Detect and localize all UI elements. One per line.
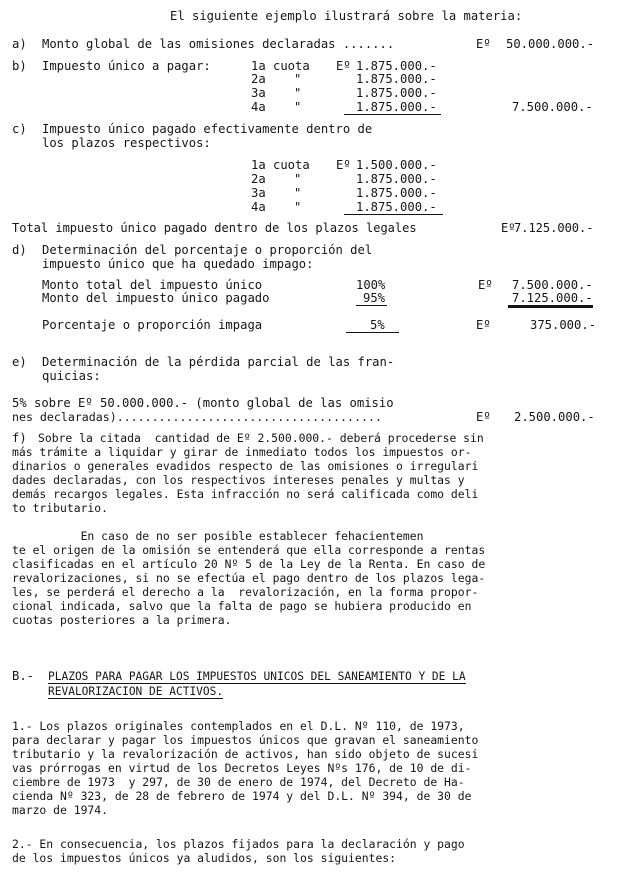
item-d-row-1-pct: 100% (356, 278, 386, 292)
item-d-line-2: impuesto único que ha quedado impago: (42, 257, 314, 271)
item-d-row-1-currency: Eº (478, 278, 493, 292)
item-b-quota-1-name: 1a cuota (251, 59, 310, 73)
item-b-quota-3-ditto: " (294, 86, 302, 100)
item-d-row-3-currency: Eº (476, 318, 491, 332)
item-c-quota-2-amount: 1.875.000.- (356, 172, 437, 186)
paragraph-line-7: cuotas posteriores a la primera. (12, 613, 232, 627)
item-d-row-3-amount: 375.000.- (530, 318, 597, 332)
item-d-label: d) (12, 243, 27, 257)
intro-text: El siguiente ejemplo ilustrará sobre la materia: (170, 9, 523, 23)
item-b-quota-4-name: 4a (251, 100, 266, 114)
item-b-quota-4-amount: 1.875.000.- (344, 101, 441, 115)
item-b-quota-2-ditto: " (294, 72, 302, 86)
item-b-label: b) (12, 59, 27, 73)
item-1-line-7: marzo de 1974. (12, 803, 109, 817)
item-e-label: e) (12, 355, 27, 369)
item-c-quota-2-ditto: " (294, 172, 302, 186)
item-b-quota-3-name: 3a (251, 86, 266, 100)
item-b-quota-2-name: 2a (251, 72, 266, 86)
item-d-row-3-text: Porcentaje o proporción impaga (42, 318, 263, 332)
total-paid-amount: 7.125.000.- (514, 221, 594, 235)
item-c-quota-1-name: 1a cuota (251, 158, 310, 172)
item-c-quota-2-name: 2a (251, 172, 266, 186)
item-a-currency: Eº (476, 37, 491, 51)
item-f-line-6: to tributario. (12, 501, 109, 515)
paragraph-line-2: te el origen de la omisión se entenderá que ella corresponde a rentas (12, 543, 486, 557)
item-a-label: a) (12, 37, 27, 51)
section-b-label: B.- (12, 669, 35, 683)
item-f-label: f) (12, 431, 27, 445)
paragraph-line-5: les, se perderá el derecho a la revalorización, en la forma propor- (12, 585, 479, 599)
paragraph-line-6: cional indicada, salvo que la falta de pago se hubiera producido en (12, 599, 472, 613)
item-c-quota-3-name: 3a (251, 186, 266, 200)
paragraph-line-3: clasificadas en el artículo 20 Nº 5 de la Ley de la Renta. En caso de (12, 557, 486, 571)
item-1-line-4: vas prórrogas en virtud de los Decretos Leyes Nºs 176, de 10 de di- (12, 761, 472, 775)
item-1-line-6: cienda Nº 323, de 28 de febrero de 1974 y del D.L. Nº 394, de 30 de (12, 789, 472, 803)
item-f-line-3: dinarios o generales evadidos respecto de las omisiones o irregulari (12, 459, 479, 473)
total-paid-text: Total impuesto único pagado dentro de los plazos legales (12, 221, 417, 235)
item-d-row-2-pct: 95% (356, 292, 387, 306)
item-d-row-1-text: Monto total del impuesto único (42, 278, 263, 292)
item-f-line-1: Sobre la citada cantidad de Eº 2.500.000.- deberá procederse sin (38, 431, 484, 445)
item-1-line-2: para declarar y pagar los impuestos únicos que gravan el saneamiento (12, 733, 479, 747)
item-d-row-2-text: Monto del impuesto único pagado (42, 291, 270, 305)
item-d-row-2-amount: 7.125.000.- (508, 292, 593, 306)
item-c-quota-4-amount: 1.875.000.- (344, 201, 443, 215)
item-e-line-1: Determinación de la pérdida parcial de las fran- (42, 355, 395, 369)
item-c-quota-4-ditto: " (294, 200, 302, 214)
item-c-quota-3-ditto: " (294, 186, 302, 200)
item-e-line-2: quicias: (42, 369, 101, 383)
item-f-line-2: más trámite a liquidar y girar de inmediato todos los impuestos or- (12, 445, 472, 459)
paragraph-line-4: revalorizaciones, si no se efectúa el pago dentro de los plazos lega- (12, 571, 486, 585)
item-e-currency: Eº (476, 410, 491, 424)
item-b-total: 7.500.000.- (512, 100, 593, 114)
item-f-line-5: demás recargos legales. Esta infracción no será calificada como deli (12, 487, 479, 501)
total-paid-currency: Eº (501, 221, 516, 235)
item-c-quota-3-amount: 1.875.000.- (356, 186, 437, 200)
item-1-line-3: tributario y la revalorización de activos, han sido objeto de sucesi (12, 747, 479, 761)
item-c-line-2: los plazos respectivos: (42, 136, 211, 150)
item-f-line-4: dades declaradas, con los respectivos intereses penales y multas y (12, 473, 465, 487)
item-b-text: Impuesto único a pagar: (42, 59, 211, 73)
item-c-quota-4-name: 4a (251, 200, 266, 214)
item-b-quota-2-amount: 1.875.000.- (356, 72, 437, 86)
section-b-title-2: REVALORIZACION DE ACTIVOS. (48, 685, 224, 698)
item-a-amount: 50.000.000.- (506, 37, 595, 51)
item-2-line-1: 2.- En consecuencia, los plazos fijados para la declaración y pago (12, 837, 465, 851)
item-c-label: c) (12, 122, 27, 136)
item-b-quota-4-ditto: " (294, 100, 302, 114)
item-d-line-1: Determinación del porcentaje o proporción del (42, 243, 373, 257)
item-b-quota-3-amount: 1.875.000.- (356, 86, 437, 100)
item-c-line-1: Impuesto único pagado efectivamente dentro de (42, 122, 373, 136)
item-c-quota-1-currency: Eº (336, 158, 351, 172)
section-b-title-1: PLAZOS PARA PAGAR LOS IMPUESTOS UNICOS DEL SANEAMIENTO Y DE LA (48, 670, 466, 683)
item-a-text: Monto global de las omisiones declaradas ....... (42, 37, 395, 51)
item-d-row-3-pct: 5% (346, 319, 399, 333)
paragraph-line-1: En caso de no ser posible establecer fehacientemen (12, 529, 424, 543)
item-d-row-1-amount: 7.500.000.- (512, 278, 593, 292)
item-1-line-1: 1.- Los plazos originales contemplados en el D.L. Nº 110, de 1973, (12, 719, 465, 733)
item-e-amount: 2.500.000.- (514, 410, 595, 424)
item-e-calc-2: nes declaradas)...................................... (12, 410, 382, 424)
item-b-quota-1-currency: Eº (336, 59, 351, 73)
item-c-quota-1-amount: 1.500.000.- (356, 158, 437, 172)
item-2-line-2: de los impuestos únicos ya aludidos, son los siguientes: (12, 851, 397, 865)
item-b-quota-1-amount: 1.875.000.- (356, 59, 437, 73)
item-e-calc-1: 5% sobre Eº 50.000.000.- (monto global de las omisio (12, 396, 394, 410)
item-1-line-5: ciembre de 1973 y 297, de 30 de enero de 1974, del Decreto de Ha- (12, 775, 465, 789)
